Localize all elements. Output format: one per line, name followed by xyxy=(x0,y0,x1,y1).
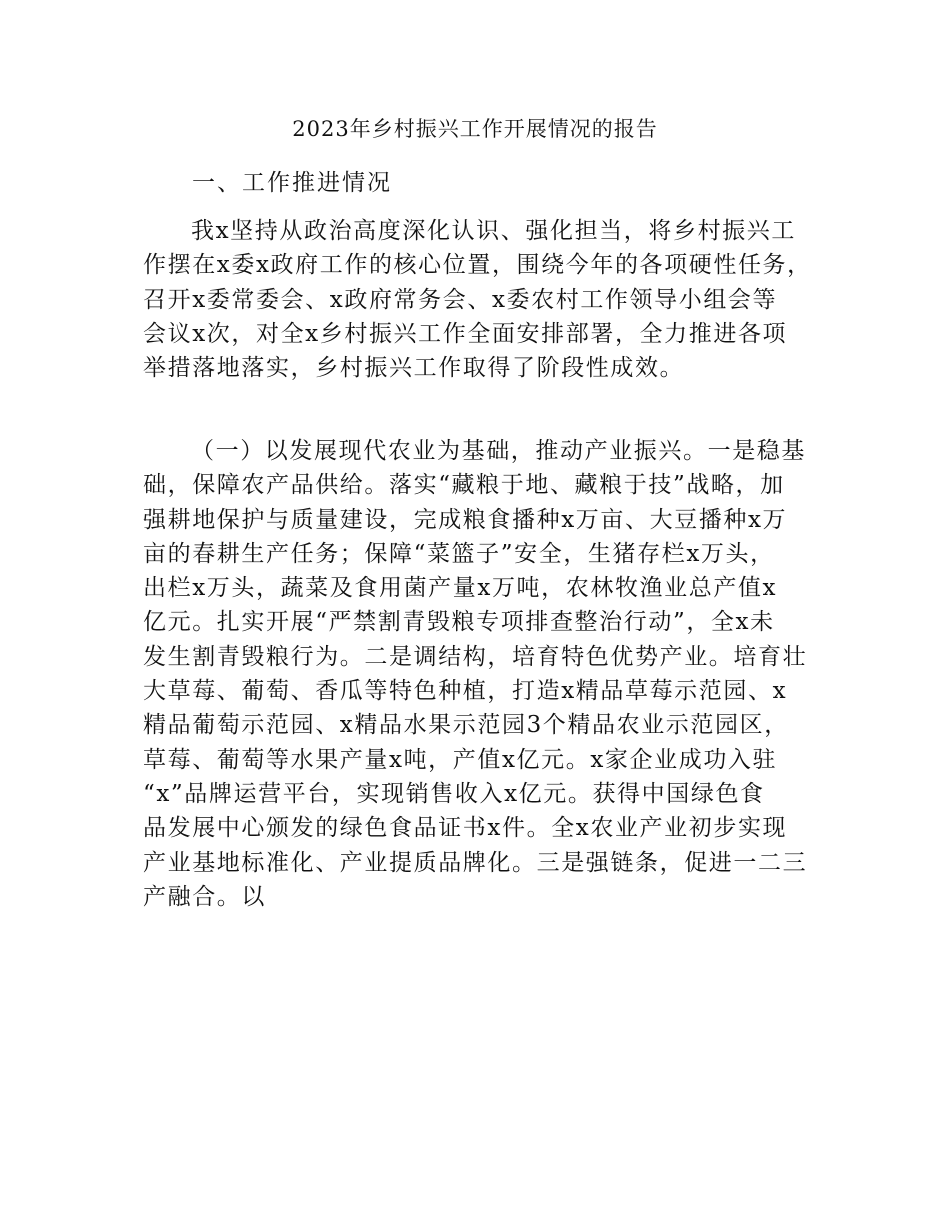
paragraph-line: 召开x委常委会、x政府常务会、x委农村工作领导小组会等 xyxy=(143,286,778,313)
paragraph-line: “x”品牌运营平台，实现销售收入x亿元。获得中国绿色食 xyxy=(143,780,765,807)
paragraph-line: 产业基地标准化、产业提质品牌化。三是强链条，促进一二三 xyxy=(143,849,808,876)
paragraph-line: 大草莓、葡萄、香瓜等特色种植，打造x精品草莓示范园、x xyxy=(143,678,788,705)
paragraph-industry-revitalization xyxy=(143,434,823,914)
paragraph-line: 亿元。扎实开展“严禁割青毁粮专项排查整治行动”，全x未 xyxy=(143,609,775,636)
paragraph-line: 会议x次，对全x乡村振兴工作全面安排部署，全力推进各项 xyxy=(143,320,788,347)
section-heading: 一、工作推进情况 xyxy=(192,170,392,196)
paragraph-line: 草莓、葡萄等水果产量x吨，产值x亿元。x家企业成功入驻 xyxy=(143,746,778,773)
paragraph-line: 品发展中心颁发的绿色食品证书x件。全x农业产业初步实现 xyxy=(143,815,788,842)
paragraph-line: 础，保障农产品供给。落实“藏粮于地、藏粮于技”战略，加 xyxy=(143,472,785,499)
paragraph-line: 产融合。以 xyxy=(143,883,266,910)
paragraph-line: （一）以发展现代农业为基础，推动产业振兴。一是稳基 xyxy=(191,438,806,464)
paragraph-line: 我x坚持从政治高度深化认识、强化担当，将乡村振兴工 xyxy=(191,218,796,244)
paragraph-line: 发生割青毁粮行为。二是调结构，培育特色优势产业。培育壮 xyxy=(143,643,808,670)
document-title: 2023年乡村振兴工作开展情况的报告 xyxy=(292,117,658,141)
paragraph-line: 强耕地保护与质量建设，完成粮食播种x万亩、大豆播种x万 xyxy=(143,506,788,533)
paragraph-line: 出栏x万头，蔬菜及食用菌产量x万吨，农林牧渔业总产值x xyxy=(143,575,778,602)
paragraph-work-overview xyxy=(143,214,823,385)
paragraph-line: 举措落地落实，乡村振兴工作取得了阶段性成效。 xyxy=(143,355,685,382)
paragraph-line: 精品葡萄示范园、x精品水果示范园3个精品农业示范园区， xyxy=(143,712,789,739)
paragraph-line: 作摆在x委x政府工作的核心位置，围绕今年的各项硬性任务， xyxy=(143,252,812,279)
paragraph-line: 亩的春耕生产任务；保障“菜篮子”安全，生猪存栏x万头， xyxy=(143,540,775,567)
